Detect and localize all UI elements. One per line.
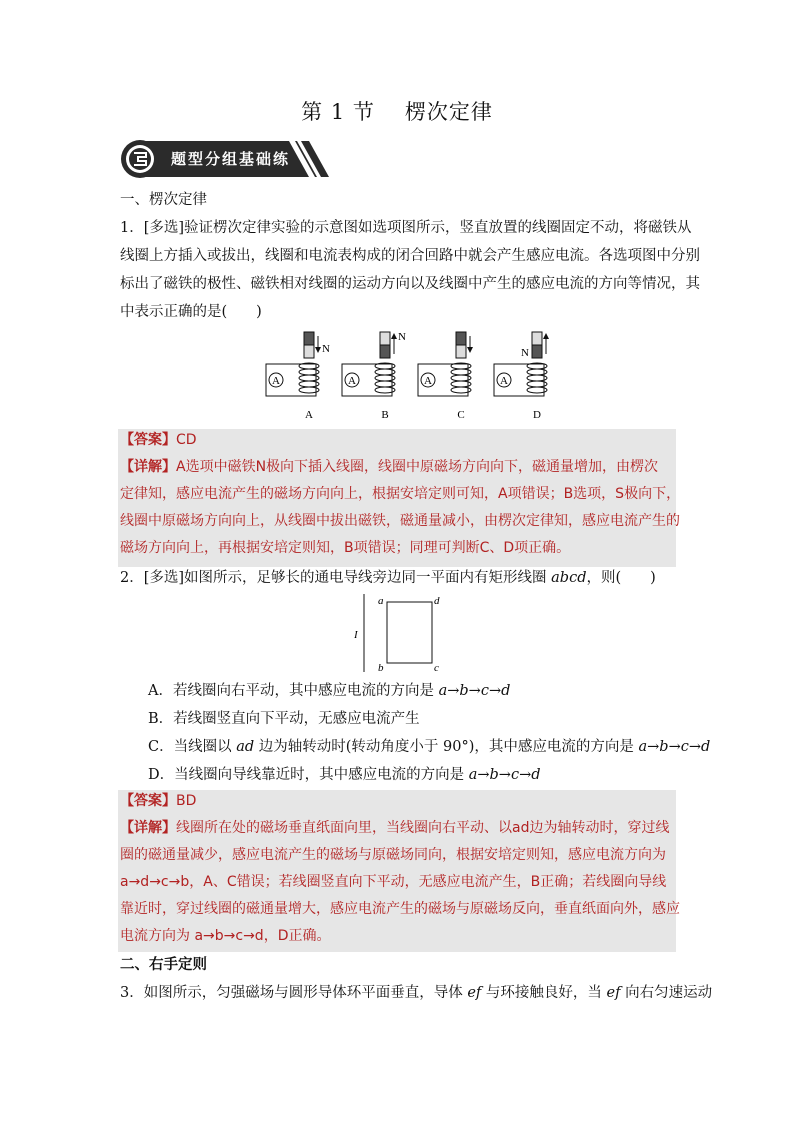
detail-1-line-1: 【详解】A选项中磁铁N极向下插入线圈，线圈中原磁场方向向下，磁通量增加，由楞次 <box>120 459 659 475</box>
answer-2: 【答案】BD <box>120 793 197 809</box>
detail-2-line-2: 圈的磁通量减少，感应电流产生的磁场与原磁场同向，根据安培定则知，感应电流方向为 <box>120 847 666 863</box>
q1-line-4: 中表示正确的是( ) <box>120 304 262 320</box>
vertex-b: b <box>378 662 384 674</box>
q1-line-3: 标出了磁铁的极性、磁铁相对线圈的运动方向以及线圈中产生的感应电流的方向等情况，其 <box>120 276 700 292</box>
svg-text:A: A <box>424 375 432 387</box>
detail-1-line-2: 定律知，感应电流产生的磁场方向向上，根据安培定则可知，A项错误；B选项，S极向下， <box>120 486 681 502</box>
q2-option-d: D．当线圈向导线靠近时，其中感应电流的方向是 a→b→c→d <box>148 767 541 783</box>
detail-2-line-4: 靠近时，穿过线圈的磁通量增大，感应电流产生的磁场与原磁场反向，垂直纸面向外，感应 <box>120 901 680 917</box>
q2-option-b: B．若线圈竖直向下平动，无感应电流产生 <box>148 711 420 727</box>
q2-figure <box>350 592 450 676</box>
svg-text:N: N <box>398 331 406 343</box>
vertex-c: c <box>434 662 439 674</box>
banner-text: 题型分组基础练 <box>171 150 291 168</box>
detail-1-line-3: 线圈中原磁场方向向上，从线圈中拔出磁铁，磁通量减小，由楞次定律知，感应电流产生的 <box>120 513 680 529</box>
q1-line-2: 线圈上方插入或拔出，线圈和电流表构成的闭合回路中就会产生感应电流。各选项图中分别 <box>120 248 700 264</box>
q3-stem: 3．如图所示，匀强磁场与圆形导体环平面垂直，导体 ef 与环接触良好，当 ef 向右匀速运动 <box>120 985 713 1001</box>
vertex-a: a <box>378 595 384 607</box>
figure-label-d: D <box>533 409 541 421</box>
q1-line-1: 1．[多选]验证楞次定律实验的示意图如选项图所示，竖直放置的线圈固定不动，将磁铁从 <box>120 220 692 236</box>
circuit-a <box>266 332 330 421</box>
circuit-d <box>494 332 547 421</box>
q1-figure <box>262 328 562 428</box>
svg-text:N: N <box>521 347 529 359</box>
title-part2: 楞次定律 <box>404 100 493 124</box>
figure-label-c: C <box>457 409 465 421</box>
q2-stem: 2．[多选]如图所示，足够长的通电导线旁边同一平面内有矩形线圈 abcd，则( ) <box>120 570 656 586</box>
meter-a: A <box>272 375 280 387</box>
svg-text:A: A <box>500 375 508 387</box>
detail-1-line-4: 磁场方向向上，再根据安培定则知，B项错误；同理可判断C、D项正确。 <box>120 540 571 556</box>
pole-n-a: N <box>322 343 330 355</box>
detail-2-line-5: 电流方向为 a→b→c→d，D正确。 <box>120 928 331 944</box>
circuit-b <box>342 331 406 421</box>
detail-2-line-3: a→d→c→b，A、C错误；若线圈竖直向下平动，无感应电流产生，B正确；若线圈向导线 <box>120 874 667 890</box>
circuit-c <box>418 332 471 421</box>
section-heading-2: 二、右手定则 <box>120 957 207 973</box>
q2-option-a: A．若线圈向右平动，其中感应电流的方向是 a→b→c→d <box>148 683 511 699</box>
page-title <box>0 96 794 126</box>
detail-2-line-1: 【详解】线圈所在处的磁场垂直纸面向里，当线圈向右平动、以ad边为轴转动时，穿过线 <box>120 820 670 836</box>
vertex-d: d <box>434 595 440 607</box>
title-part1: 第 1 节 <box>301 100 375 124</box>
figure-label-b: B <box>381 409 389 421</box>
q2-option-c: C．当线圈以 ad 边为轴转动时(转动角度小于 90°)，其中感应电流的方向是 a→b→c→d <box>148 739 711 755</box>
figure-label-a: A <box>305 409 313 421</box>
current-label: I <box>354 629 358 641</box>
answer-1: 【答案】CD <box>120 432 197 448</box>
svg-text:A: A <box>348 375 356 387</box>
section-heading-1: 一、楞次定律 <box>120 192 207 208</box>
